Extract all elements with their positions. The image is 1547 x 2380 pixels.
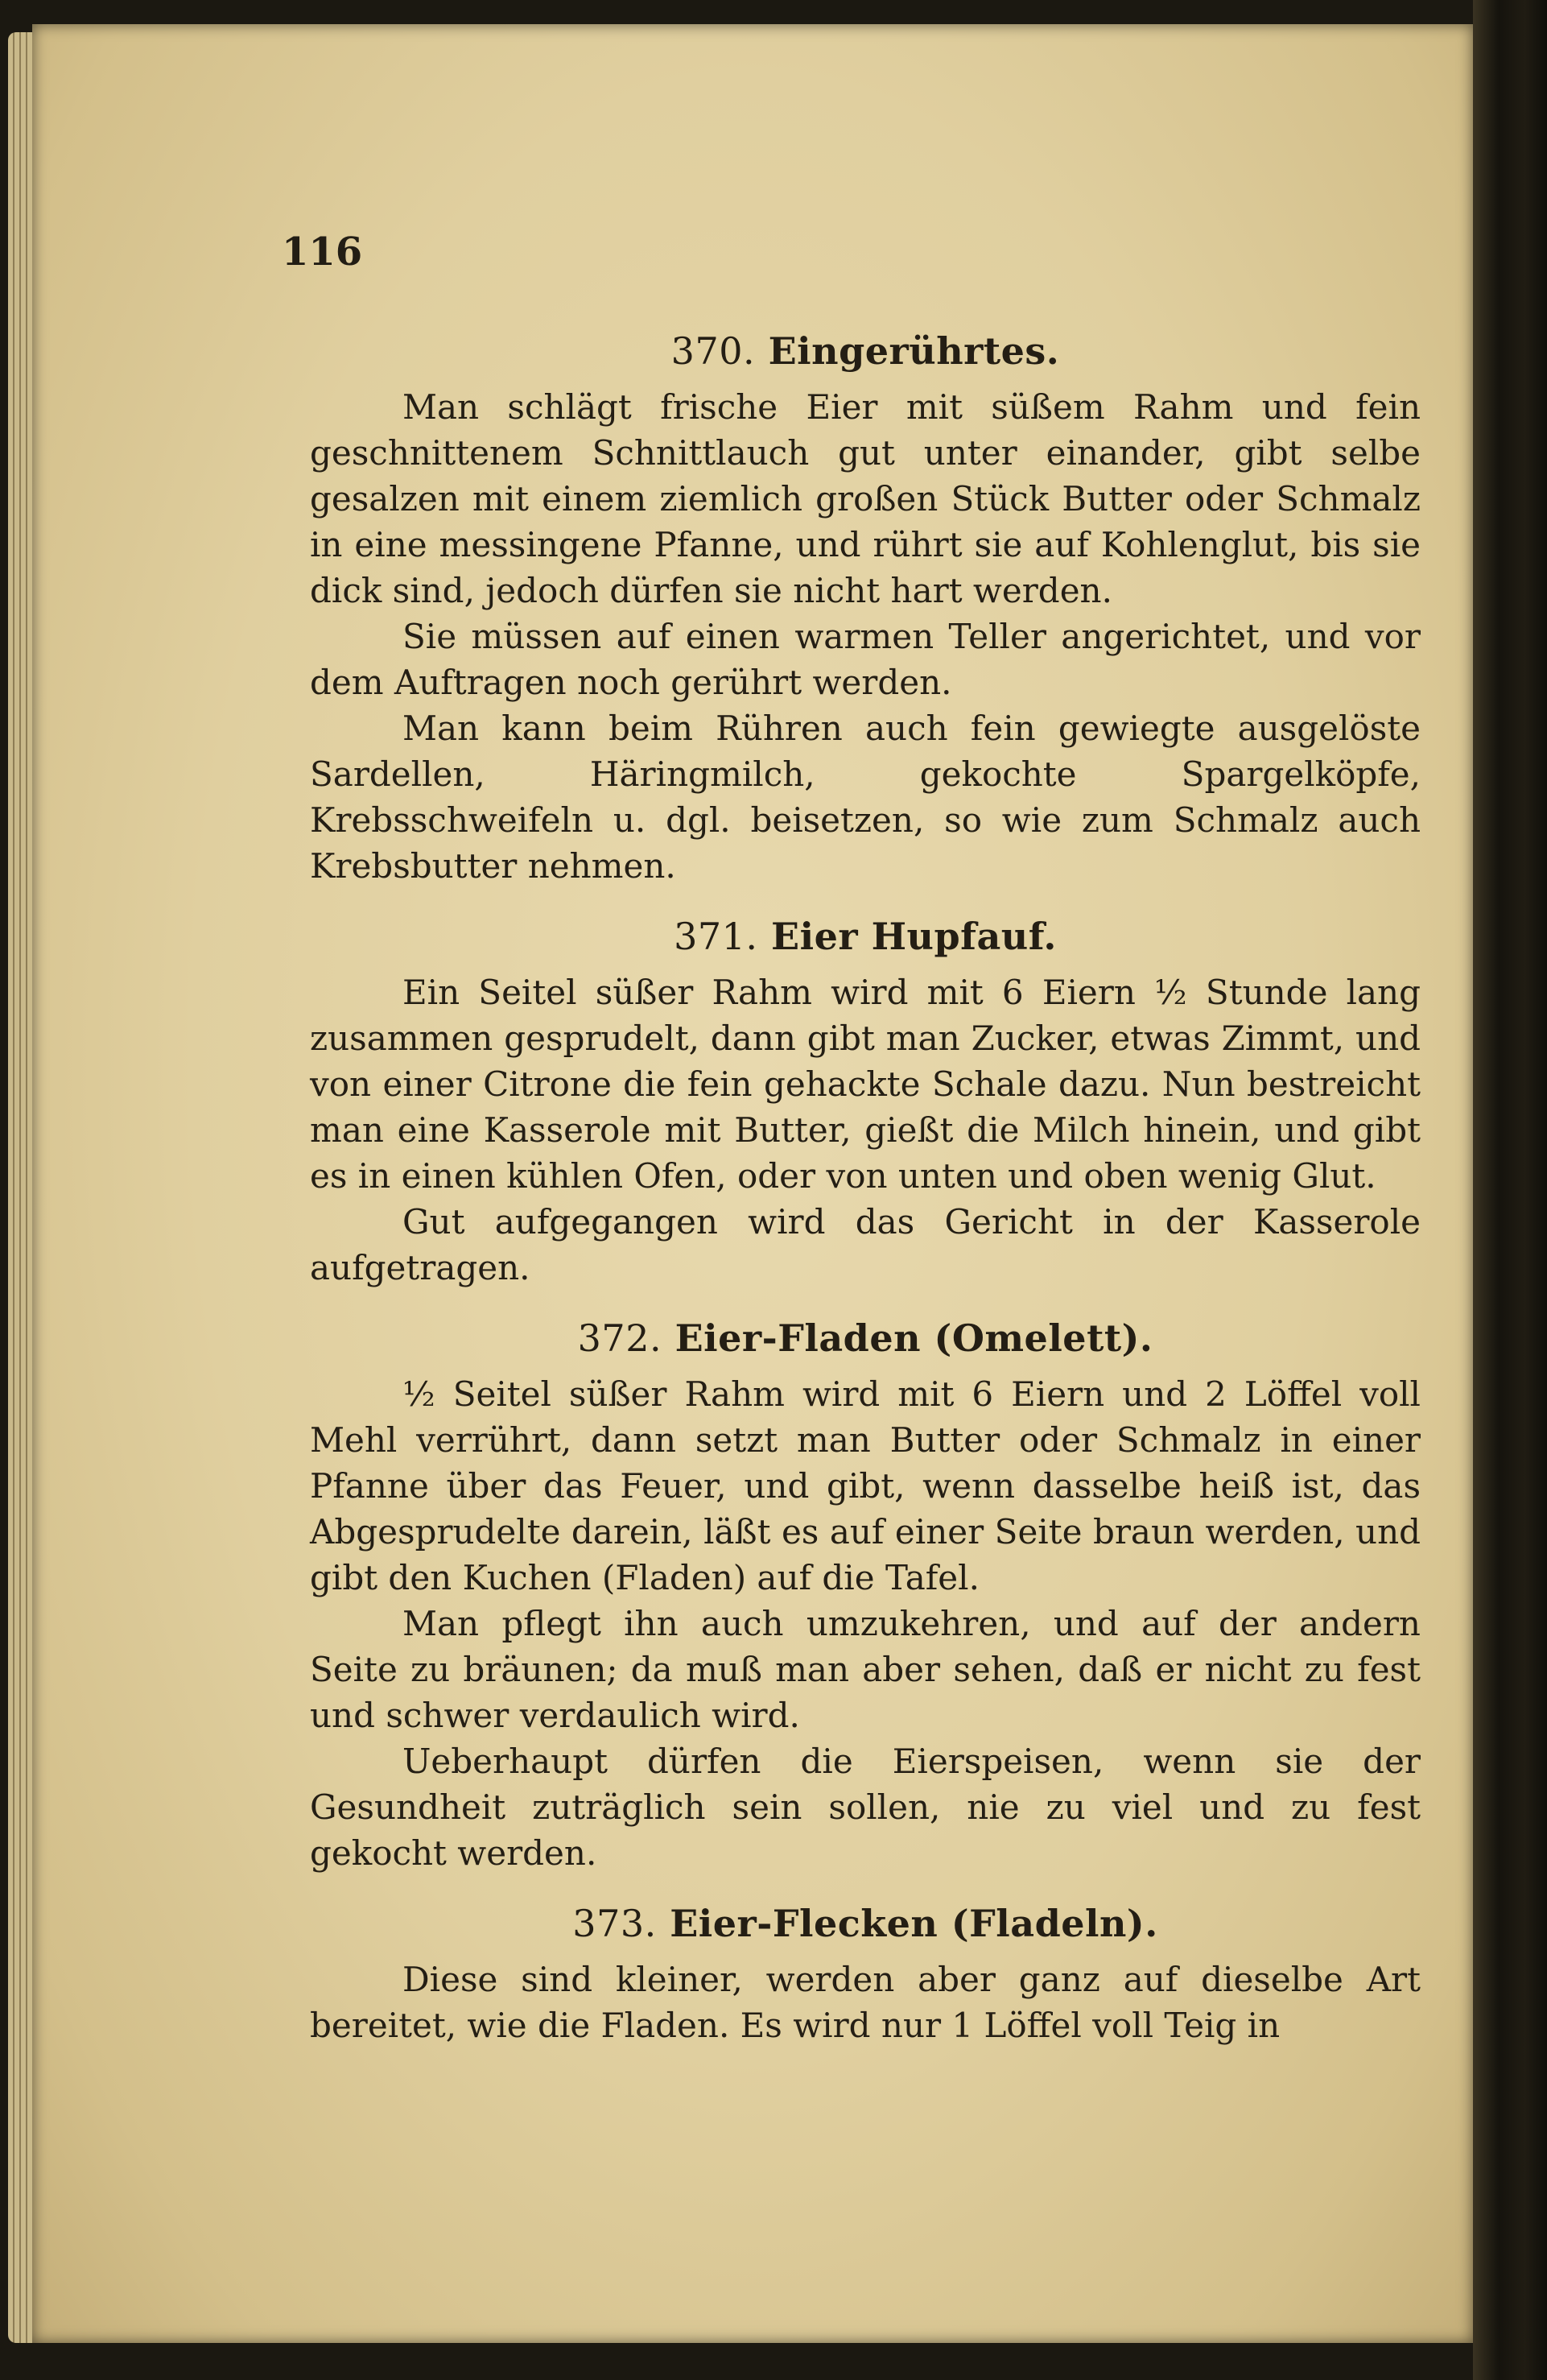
recipe-paragraph: Man pflegt ihn auch umzukehren, und auf der andern Seite zu bräunen; da muß man aber sehen, daß er nicht zu fest und schwer verdaulich wird. xyxy=(310,1604,1421,1735)
recipe-heading xyxy=(310,1305,1421,1371)
page-number: 116 xyxy=(282,229,363,275)
recipe-370 xyxy=(310,318,1421,889)
recipe-heading xyxy=(310,903,1421,969)
recipe-number: 373. xyxy=(572,1902,657,1945)
page-body xyxy=(310,318,1421,2063)
recipe-heading xyxy=(310,1890,1421,1956)
recipe-title: Eingerührtes. xyxy=(768,329,1060,373)
recipe-paragraph: Ein Seitel süßer Rahm wird mit 6 Eiern ½ Stunde lang zusammen gesprudelt, dann gibt man Zucker, etwas Zimmt, und von einer Citrone die fein gehackte Schale dazu. Nun bestreicht man eine Kasserole mit Butter, gießt die Milch hinein, und gibt es in einen kühlen Ofen, oder von unten und oben wenig Glut. xyxy=(310,973,1421,1196)
recipe-paragraph: Man schlägt frische Eier mit süßem Rahm und fein geschnittenem Schnittlauch gut unter einander, gibt selbe gesalzen mit einem ziemlich großen Stück Butter oder Schmalz in eine messingene Pfanne, und rührt sie auf Kohlenglut, bis sie dick sind, jedoch dürfen sie nicht hart werden. xyxy=(310,387,1421,610)
recipe-paragraph: ½ Seitel süßer Rahm wird mit 6 Eiern und 2 Löffel voll Mehl verrührt, dann setzt man Butter oder Schmalz in einer Pfanne über das Feuer, und gibt, wenn dasselbe heiß ist, das Abgesprudelte darein, läßt es auf einer Seite braun werden, und gibt den Kuchen (Fladen) auf die Tafel. xyxy=(310,1374,1421,1597)
recipe-heading xyxy=(310,318,1421,384)
recipe-number: 372. xyxy=(577,1316,662,1360)
recipe-title: Eier Hupfauf. xyxy=(771,915,1057,958)
recipe-number: 370. xyxy=(670,329,756,373)
recipe-paragraph: Gut aufgegangen wird das Gericht in der Kasserole aufgetragen. xyxy=(310,1202,1421,1287)
recipe-paragraph: Sie müssen auf einen warmen Teller angerichtet, und vor dem Auftragen noch gerührt werden. xyxy=(310,617,1421,702)
recipe-number: 371. xyxy=(674,915,758,958)
book-gutter xyxy=(1473,0,1547,2380)
recipe-371 xyxy=(310,903,1421,1291)
recipe-paragraph: Man kann beim Rühren auch fein gewiegte ausgelöste Sardellen, Häringmilch, gekochte Spargelköpfe, Krebsschweifeln u. dgl. beisetzen, so wie zum Schmalz auch Krebsbutter nehmen. xyxy=(310,709,1421,886)
recipe-title: Eier-Flecken (Fladeln). xyxy=(670,1902,1158,1945)
recipe-373 xyxy=(310,1890,1421,2048)
recipe-title: Eier-Fladen (Omelett). xyxy=(674,1316,1153,1360)
recipe-372 xyxy=(310,1305,1421,1876)
recipe-paragraph: Ueberhaupt dürfen die Eierspeisen, wenn sie der Gesundheit zuträglich sein sollen, nie zu viel und zu fest gekocht werden. xyxy=(310,1742,1421,1873)
recipe-paragraph: Diese sind kleiner, werden aber ganz auf dieselbe Art bereitet, wie die Fladen. Es wird nur 1 Löffel voll Teig in xyxy=(310,1960,1421,2045)
